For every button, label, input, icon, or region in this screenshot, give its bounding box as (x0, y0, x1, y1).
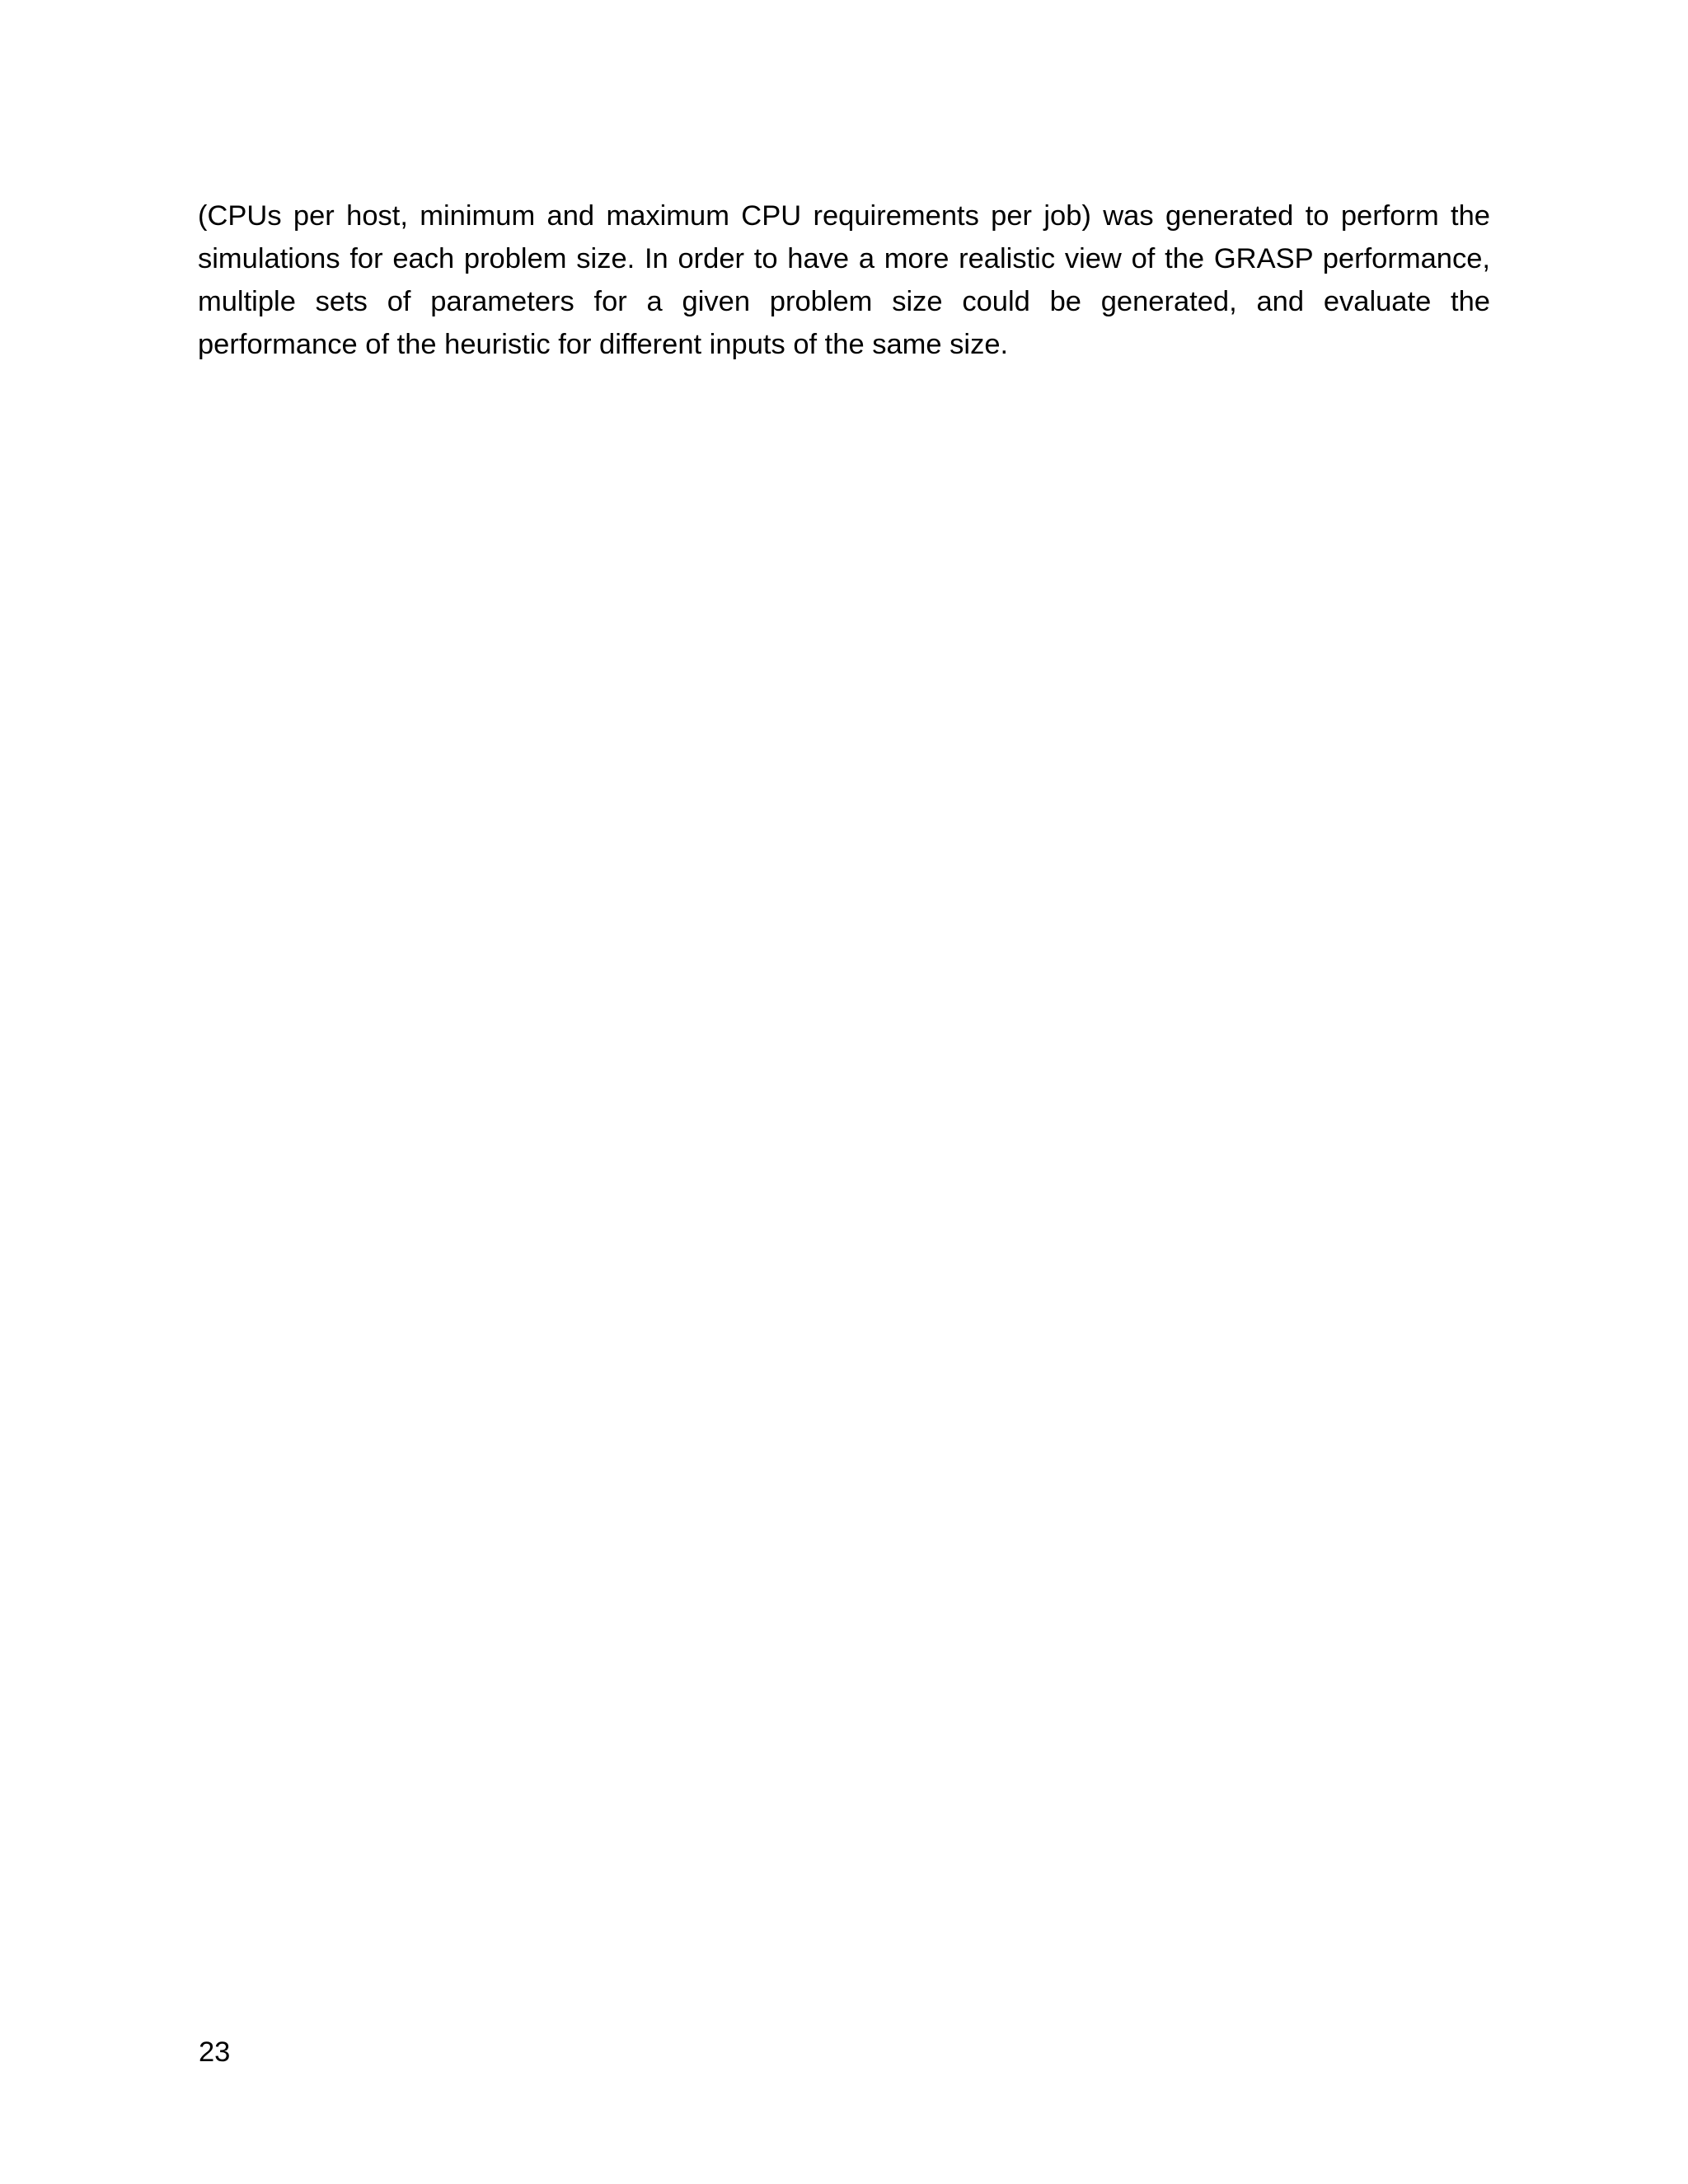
body-paragraph: (CPUs per host, minimum and maximum CPU requirements per job) was generated to perform the simulations for each problem size. In order to have a more realistic view of the GRASP performance, multiple sets of parameters for a given problem size could be generated, and evaluate the performance of the heuristic for different inputs of the same size. (198, 200, 1490, 360)
page-number: 23 (199, 2036, 231, 2068)
